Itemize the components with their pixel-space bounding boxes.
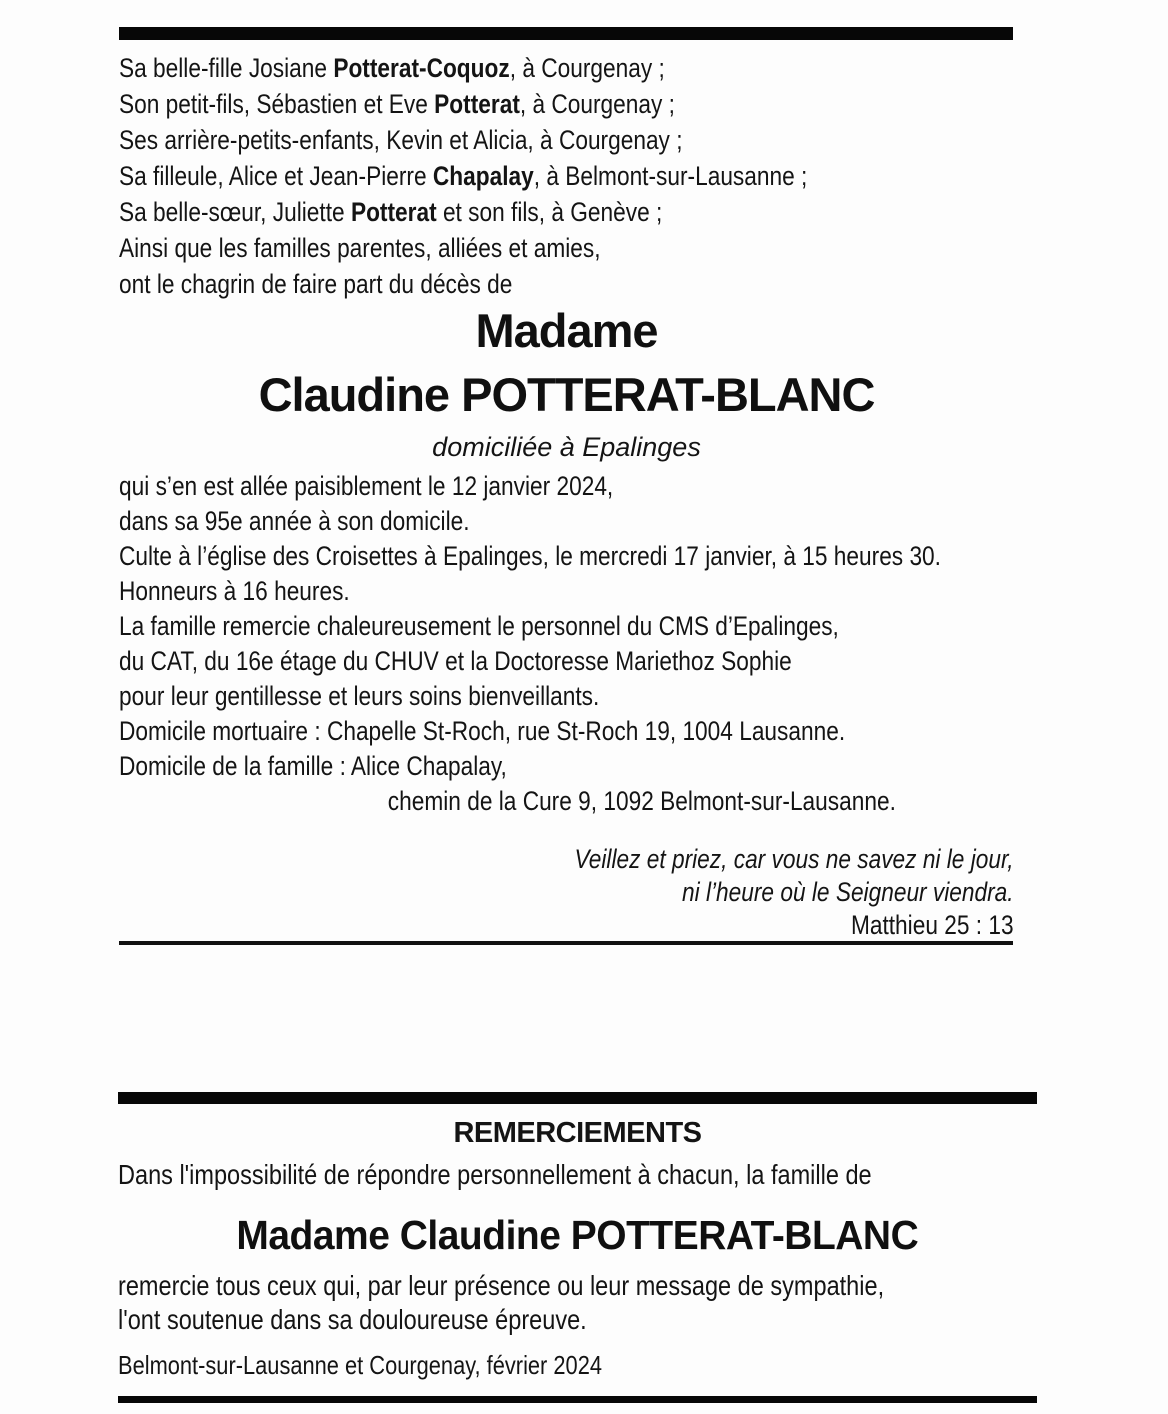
body-line: Culte à l’église des Croisettes à Epalinges, le mercredi 17 janvier, à 15 heures 30. (119, 541, 941, 571)
family-line (119, 266, 1014, 302)
family-line-text: Sa belle-sœur, Juliette (119, 197, 351, 227)
body-line: Honneurs à 16 heures. (119, 576, 350, 606)
surname-bold: Potterat-Coquoz (333, 53, 510, 83)
family-line (119, 158, 1014, 194)
title-madame: Madame (475, 304, 658, 357)
quote-line: ni l’heure où le Seigneur viendra. (681, 877, 1014, 907)
deceased-name: Claudine POTTERAT-BLANC (258, 368, 875, 421)
body-line: dans sa 95e année à son domicile. (119, 506, 470, 536)
quote-reference: Matthieu 25 : 13 (850, 910, 1014, 940)
residence-subtitle: domiciliée à Epalinges (432, 432, 701, 462)
remerciements-heading: REMERCIEMENTS (453, 1117, 702, 1149)
bottom-rule-bar (118, 1396, 1037, 1403)
thanks-deceased-name: Madame Claudine POTTERAT-BLANC (236, 1212, 919, 1258)
body-line: qui s’en est allée paisiblement le 12 janvier 2024, (119, 471, 614, 501)
family-line (119, 86, 1014, 122)
family-line-text: Sa belle-fille Josiane (119, 53, 334, 83)
thanks-intro-line: Dans l'impossibilité de répondre personnellement à chacun, la famille de (118, 1159, 872, 1190)
thanks-body (118, 1269, 1037, 1337)
family-line-text: et son fils, à Genève ; (436, 197, 663, 227)
top-rule-bar (119, 27, 1013, 40)
body-line: pour leur gentillesse et leurs soins bienveillants. (119, 681, 600, 711)
surname-bold: Chapalay (432, 161, 534, 191)
remerciements-top-bar (118, 1092, 1037, 1104)
family-line (119, 194, 1014, 230)
family-line-text: Sa filleule, Alice et Jean-Pierre (119, 161, 433, 191)
quote-line: Veillez et priez, car vous ne savez ni le jour, (574, 844, 1014, 874)
body-line: du CAT, du 16e étage du CHUV et la Doctoresse Mariethoz Sophie (119, 646, 792, 676)
family-line-text: ont le chagrin de faire part du décès de (119, 269, 513, 299)
surname-bold: Potterat (350, 197, 437, 227)
family-line (119, 122, 1014, 158)
family-line (119, 50, 1014, 86)
body-line: La famille remercie chaleureusement le personnel du CMS d’Epalinges, (119, 611, 839, 641)
scripture-quote (119, 843, 1014, 942)
family-line-text: , à Belmont-sur-Lausanne ; (533, 161, 808, 191)
surname-bold: Potterat (434, 89, 520, 119)
family-line-text: , à Courgenay ; (519, 89, 675, 119)
body-line: Domicile mortuaire : Chapelle St-Roch, rue St-Roch 19, 1004 Lausanne. (119, 716, 846, 746)
family-line-text: , à Courgenay ; (509, 53, 665, 83)
section-divider-rule (119, 941, 1013, 945)
body-line: Domicile de la famille : Alice Chapalay, (119, 751, 507, 781)
thanks-body-line: remercie tous ceux qui, par leur présence ou leur message de sympathie, (118, 1270, 885, 1301)
family-line-text: Son petit-fils, Sébastien et Eve (119, 89, 435, 119)
thanks-footer-dateline: Belmont-sur-Lausanne et Courgenay, février 2024 (118, 1350, 602, 1380)
family-line-text: Ainsi que les familles parentes, alliées et amies, (119, 233, 601, 263)
body-line-indented: chemin de la Cure 9, 1092 Belmont-sur-Lausanne. (387, 786, 896, 816)
thanks-body-line: l'ont soutenue dans sa douloureuse épreuve. (118, 1304, 587, 1335)
family-line (119, 230, 1014, 266)
family-line-text: Ses arrière-petits-enfants, Kevin et Alicia, à Courgenay ; (119, 125, 683, 155)
announcement-body (119, 469, 1014, 819)
family-lines (119, 50, 1014, 302)
